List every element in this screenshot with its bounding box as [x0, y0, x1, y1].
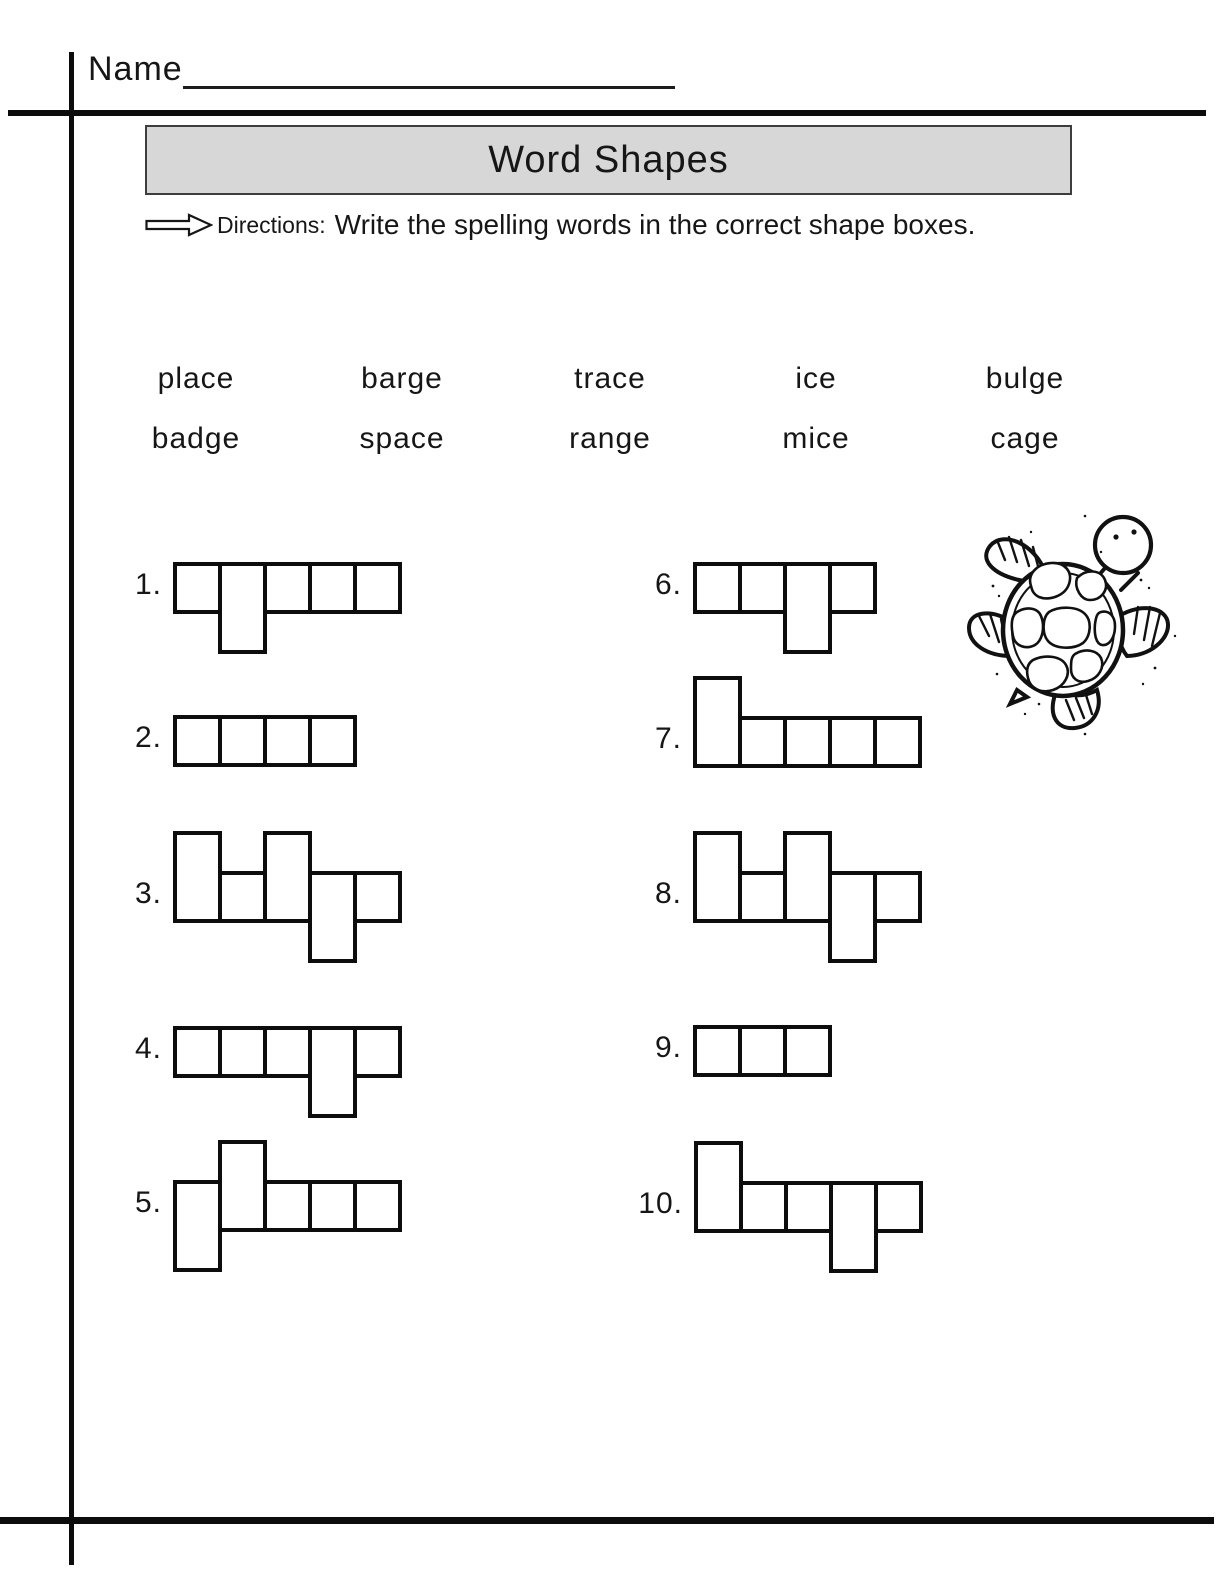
- footer-rule: [0, 1517, 1214, 1524]
- page-title: Word Shapes: [488, 138, 729, 181]
- header-rule: [8, 110, 1206, 116]
- letter-box-asc[interactable]: [693, 676, 742, 768]
- letter-box-mid[interactable]: [873, 716, 922, 768]
- letter-box-asc[interactable]: [783, 831, 832, 923]
- letter-box-mid[interactable]: [874, 1181, 923, 1233]
- letter-box-asc[interactable]: [173, 831, 222, 923]
- margin-line-vertical: [69, 52, 74, 1565]
- shape-number: 3.: [134, 877, 162, 910]
- letter-box-mid[interactable]: [353, 1180, 402, 1232]
- letter-box-mid[interactable]: [263, 715, 312, 767]
- letter-box-mid[interactable]: [218, 715, 267, 767]
- letter-box-mid[interactable]: [738, 1025, 787, 1077]
- letter-box-mid[interactable]: [828, 562, 877, 614]
- letter-box-mid[interactable]: [353, 1026, 402, 1078]
- shape-number: 7.: [654, 722, 682, 755]
- letter-box-mid[interactable]: [218, 871, 267, 923]
- letter-box-mid[interactable]: [173, 715, 222, 767]
- letter-box-mid[interactable]: [173, 562, 222, 614]
- spelling-word: mice: [782, 422, 850, 455]
- letter-box-mid[interactable]: [783, 1025, 832, 1077]
- spelling-word: barge: [361, 362, 443, 395]
- directions-text: Write the spelling words in the correct shape boxes.: [334, 209, 976, 240]
- letter-box-mid[interactable]: [739, 1181, 788, 1233]
- letter-box-mid[interactable]: [738, 562, 787, 614]
- turtle-illustration: [935, 488, 1185, 738]
- shape-number: 1.: [134, 568, 162, 601]
- title-box: [145, 125, 1072, 195]
- letter-box-mid[interactable]: [738, 716, 787, 768]
- letter-box-mid[interactable]: [173, 1026, 222, 1078]
- letter-box-desc[interactable]: [828, 871, 877, 963]
- name-blank-line[interactable]: [183, 52, 675, 89]
- letter-box-asc[interactable]: [218, 1140, 267, 1232]
- spelling-word: trace: [574, 362, 646, 395]
- spelling-word: cage: [990, 422, 1060, 455]
- shape-number: 9.: [654, 1031, 682, 1064]
- letter-box-mid[interactable]: [353, 562, 402, 614]
- name-row: [88, 50, 675, 89]
- letter-box-mid[interactable]: [218, 1026, 267, 1078]
- spelling-word: place: [157, 362, 235, 395]
- letter-box-mid[interactable]: [784, 1181, 833, 1233]
- letter-box-mid[interactable]: [783, 716, 832, 768]
- spelling-word: space: [359, 422, 445, 455]
- letter-box-desc[interactable]: [173, 1180, 222, 1272]
- spelling-word: range: [569, 422, 651, 455]
- letter-box-asc[interactable]: [694, 1141, 743, 1233]
- letter-box-asc[interactable]: [693, 831, 742, 923]
- letter-box-mid[interactable]: [353, 871, 402, 923]
- letter-box-desc[interactable]: [829, 1181, 878, 1273]
- spelling-word: badge: [151, 422, 241, 455]
- letter-box-mid[interactable]: [263, 562, 312, 614]
- letter-box-desc[interactable]: [218, 562, 267, 654]
- letter-box-mid[interactable]: [693, 1025, 742, 1077]
- letter-box-mid[interactable]: [738, 871, 787, 923]
- letter-box-mid[interactable]: [308, 1180, 357, 1232]
- directions-label: Directions:: [217, 211, 326, 238]
- shape-number: 10.: [638, 1187, 683, 1220]
- letter-box-desc[interactable]: [308, 871, 357, 963]
- letter-box-mid[interactable]: [308, 562, 357, 614]
- shape-number: 2.: [134, 721, 162, 754]
- name-label: Name: [88, 50, 183, 88]
- shape-number: 6.: [654, 568, 682, 601]
- spelling-word: bulge: [985, 362, 1065, 395]
- letter-box-mid[interactable]: [308, 715, 357, 767]
- right-arrow-icon: [145, 213, 213, 237]
- letter-box-mid[interactable]: [873, 871, 922, 923]
- directions-row: [145, 208, 975, 242]
- letter-box-desc[interactable]: [783, 562, 832, 654]
- spelling-word: ice: [795, 362, 837, 395]
- letter-box-asc[interactable]: [263, 831, 312, 923]
- letter-box-mid[interactable]: [693, 562, 742, 614]
- letter-box-mid[interactable]: [263, 1026, 312, 1078]
- letter-box-mid[interactable]: [263, 1180, 312, 1232]
- letter-box-desc[interactable]: [308, 1026, 357, 1118]
- shape-number: 5.: [134, 1186, 162, 1219]
- letter-box-mid[interactable]: [828, 716, 877, 768]
- shape-number: 8.: [654, 877, 682, 910]
- shape-number: 4.: [134, 1032, 162, 1065]
